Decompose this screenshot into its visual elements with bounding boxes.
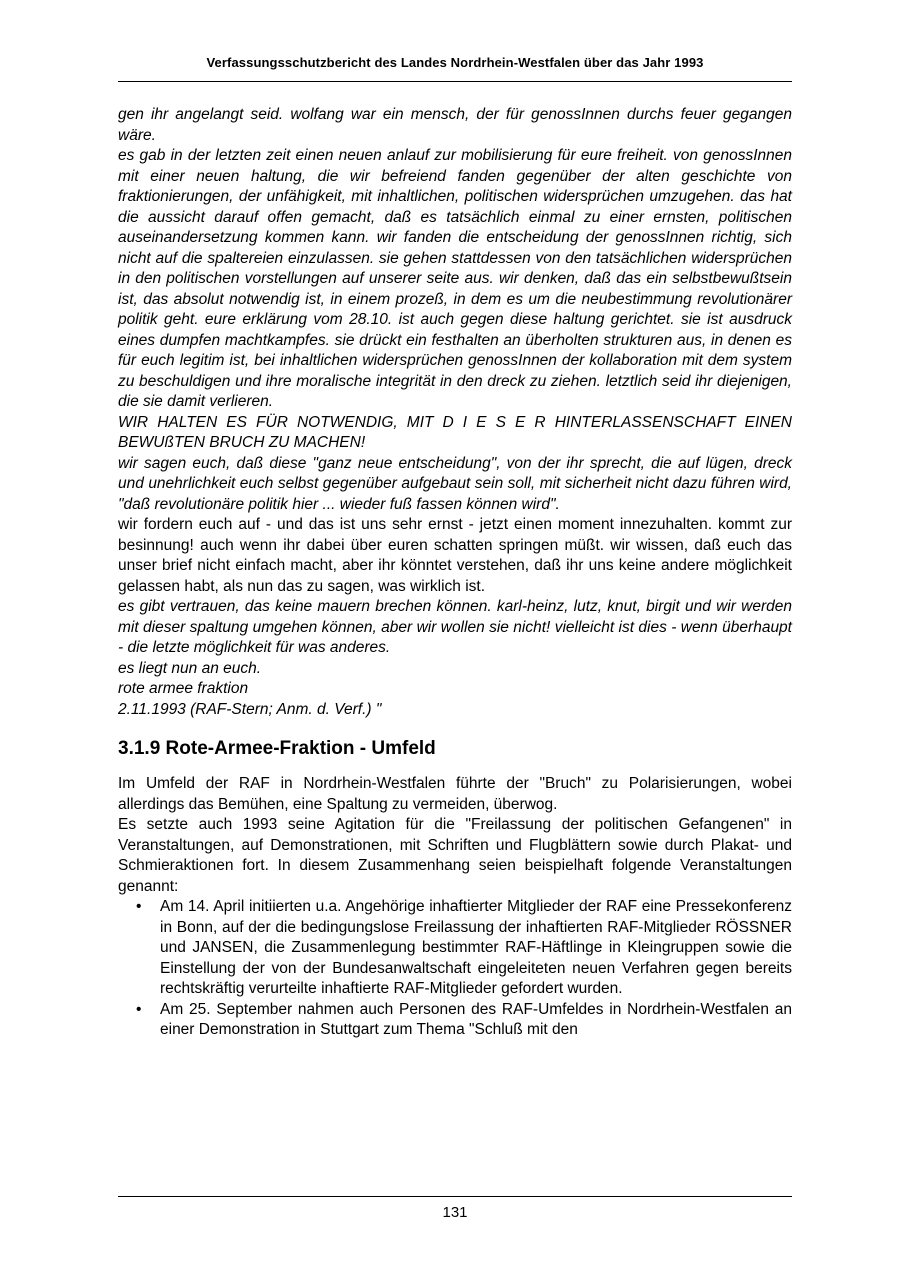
bullet-list [118, 897, 792, 1041]
paragraph: WIR HALTEN ES FÜR NOTWENDIG, MIT D I E S E R HINTERLASSENSCHAFT EINEN BEWUßTEN BRUCH ZU MACHEN! [118, 413, 792, 451]
paragraph: es gibt vertrauen, das keine mauern brechen können. karl-heinz, lutz, knut, birgit und wir werden mit dieser spaltung umgehen können, aber wir wollen sie nicht! vielleicht ist dies - wenn überhaupt - die letzte möglichkeit für was anderes. [118, 598, 792, 656]
paragraph: rote armee fraktion [118, 680, 249, 697]
footer-rule [118, 1196, 792, 1197]
page-footer [118, 1196, 792, 1221]
paragraph: wir sagen euch, daß diese "ganz neue entscheidung", von der ihr sprecht, die auf lügen, dreck und unehrlichkeit euch selbst gegenüber aufgebaut sein soll, mit sicherheit nicht dazu führen wird, "daß revolutionäre politik hier ... wieder fuß fassen können wird". [118, 454, 792, 513]
paragraph: 2.11.1993 (RAF-Stern; Anm. d. Verf.) " [118, 700, 382, 718]
list-item: • Am 14. April initiierten u.a. Angehörige inhaftierter Mitglieder der RAF eine Pressekonferenz in Bonn, auf der die bedingungslose Freilassung der inhaftierten RAF-Mitglieder RÖSSNER und JANSEN, die Zusammenlegung bestimmter RAF-Häftlinge in Kleingruppen sowie die Einstellung der von der Bundesanwaltschaft eingeleiteten neuen Verfahren gegen bereits rechtskräftig verurteilte inhaftierte RAF-Mitglieder gefordert wurden. [118, 897, 792, 1000]
page-number: 131 [442, 1204, 468, 1221]
running-header-title: Verfassungsschutzbericht des Landes Nordrhein-Westfalen über das Jahr 1993 [206, 55, 704, 70]
header-rule [118, 81, 792, 82]
paragraph: es gab in der letzten zeit einen neuen anlauf zur mobilisierung für eure freiheit. von genossInnen mit einer neuen haltung, die wir befreiend fanden gegenüber der alten geschichte von fraktionierungen, der unfähigkeit, mit inhaltlichen, politischen widersprüchen umzugehen. das hat die aussicht darauf offen gemacht, daß es tatsächlich einmal zu einer ernsten, politischen auseinandersetzung kommen kann. wir fanden die entscheidung der genossInnen richtig, sich nicht auf die spaltereien einzulassen. sie gehen stattdessen von den tatsächlichen widersprüchen in den politischen vorstellungen auf unserer seite aus. wir denken, daß das ein selbstbewußtsein ist, das absolut notwendig ist, in einem prozeß, in dem es um die neubestimmung revolutionärer politik geht. eure erklärung vom 28.10. ist auch gegen diese haltung gerichtet. sie ist ausdruck eines dumpfen machtkampfes. sie drückt ein festhalten an überholten strukturen aus, in denen es für euch legitim ist, bei inhaltlichen widersprüchen genossInnen der kollaboration mit dem system zu beschuldigen und ihre moralische integrität in den dreck zu ziehen. letztlich seid ihr diejenigen, die sie damit verlieren. [118, 147, 792, 410]
paragraph: Es setzte auch 1993 seine Agitation für die "Freilassung der politischen Gefangenen" in Veranstaltungen, auf Demonstrationen, mit Schriften und Flugblättern sowie durch Plakat- und Schmieraktionen fort. In diesem Zusammenhang seien beispielhaft folgende Veranstaltungen genannt: [118, 816, 792, 895]
page-header [118, 55, 792, 82]
list-item: • Am 25. September nahmen auch Personen des RAF-Umfeldes in Nordrhein-Westfalen an einer Demonstration in Stuttgart zum Thema "Schluß mit den [118, 1000, 792, 1041]
document-body [118, 105, 792, 1041]
paragraph: wir fordern euch auf - und das ist uns sehr ernst - jetzt einen moment innezuhalten. kommt zur besinnung! auch wenn ihr dabei über euren schatten springen müßt. wir wissen, daß euch das unser brief nicht einfach macht, aber ihr könntet verstehen, daß ihr uns keine andere möglichkeit gelassen habt, als nun das zu sagen, was wirklich ist. [118, 516, 792, 595]
section-heading: 3.1.9 Rote-Armee-Fraktion - Umfeld [118, 738, 436, 759]
paragraph: Im Umfeld der RAF in Nordrhein-Westfalen führte der "Bruch" zu Polarisierungen, wobei allerdings das Bemühen, eine Spaltung zu vermeiden, überwog. [118, 775, 792, 813]
paragraph: gen ihr angelangt seid. wolfang war ein mensch, der für genossInnen durchs feuer gegangen wäre. [118, 106, 792, 144]
paragraph: es liegt nun an euch. [118, 659, 262, 677]
